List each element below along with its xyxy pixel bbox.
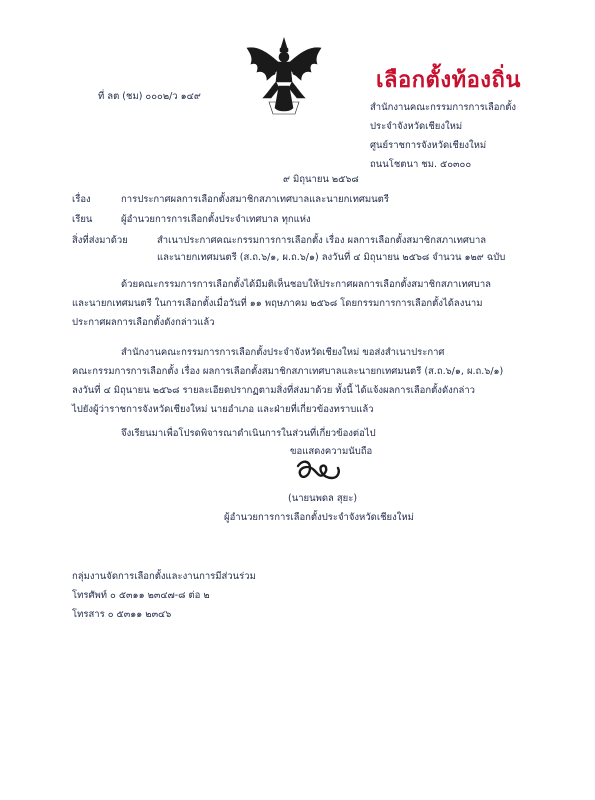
footer-phone: โทรศัพท์ ๐ ๕๓๑๑ ๒๓๔๗-๘ ต่อ ๒: [72, 590, 210, 601]
enclosure-line-2: และนายกเทศมนตรี (ส.ถ.๖/๑, ผ.ถ.๖/๑) ลงวันที่ ๔ มิถุนายน ๒๕๖๘ จำนวน ๑๒๙ ฉบับ: [157, 252, 506, 263]
letter-date: ๙ มิถุนายน ๒๕๖๘: [283, 174, 359, 185]
salutation-text: ผู้อำนวยการการเลือกตั้งประจำเทศบาล ทุกแห่ง: [121, 214, 311, 225]
election-stamp: เลือกตั้งท้องถิ่น: [376, 68, 521, 93]
signatory-name: (นายนพดล สุยะ): [288, 493, 358, 504]
body-paragraph-3: จึงเรียนมาเพื่อโปรดพิจารณาดำเนินการในส่วนที่เกี่ยวข้องต่อไป: [121, 428, 376, 439]
signatory-position: ผู้อำนวยการการเลือกตั้งประจำจังหวัดเชียงใหม่: [224, 512, 414, 523]
subject-label: เรื่อง: [72, 194, 91, 205]
reference-number: ที่ ลต (ชม) ๐๐๐๒/ว ๑๔๙: [98, 91, 201, 102]
body-paragraph-2-line-2: คณะกรรมการการเลือกตั้ง เรื่อง ผลการเลือกตั้งสมาชิกสภาเทศบาลและนายกเทศมนตรี (ส.ถ.๖/๑, ผ.ถ.๖/๑): [72, 366, 504, 377]
body-paragraph-2-line-3: ลงวันที่ ๔ มิถุนายน ๒๕๖๘ รายละเอียดปรากฏตามสิ่งที่ส่งมาด้วย ทั้งนี้ ได้แจ้งผลการเลือกตั้งดังกล่าว: [72, 385, 475, 396]
signature-icon: [292, 456, 344, 486]
body-paragraph-2-line-4: ไปยังผู้ว่าราชการจังหวัดเชียงใหม่ นายอำเภอ และฝ่ายที่เกี่ยวข้องทราบแล้ว: [72, 404, 374, 415]
subject-text: การประกาศผลการเลือกตั้งสมาชิกสภาเทศบาลและนายกเทศมนตรี: [121, 194, 389, 205]
salutation-label: เรียน: [72, 214, 93, 225]
body-paragraph-1-line-3: ประกาศผลการเลือกตั้งดังกล่าวแล้ว: [72, 317, 215, 328]
office-line-3: ศูนย์ราชการจังหวัดเชียงใหม่: [370, 140, 487, 151]
closing-regards: ขอแสดงความนับถือ: [290, 446, 373, 457]
enclosure-label: สิ่งที่ส่งมาด้วย: [72, 235, 128, 246]
body-paragraph-1-line-2: และนายกเทศมนตรี ในการเลือกตั้งเมื่อวันที่ ๑๑ พฤษภาคม ๒๕๖๘ โดยกรรมการการเลือกตั้งได้ลงนาม: [72, 298, 483, 309]
footer-fax: โทรสาร ๐ ๕๓๑๑ ๒๓๔๖: [72, 609, 172, 620]
garuda-emblem-icon: [245, 36, 323, 116]
body-paragraph-2-line-1: สำนักงานคณะกรรมการการเลือกตั้งประจำจังหวัดเชียงใหม่ ขอส่งสำเนาประกาศ: [121, 347, 445, 358]
enclosure-line-1: สำเนาประกาศคณะกรรมการการเลือกตั้ง เรื่อง ผลการเลือกตั้งสมาชิกสภาเทศบาล: [157, 235, 487, 246]
office-line-2: ประจำจังหวัดเชียงใหม่: [370, 121, 463, 132]
body-paragraph-1-line-1: ด้วยคณะกรรมการการเลือกตั้งได้มีมติเห็นชอบให้ประกาศผลการเลือกตั้งสมาชิกสภาเทศบาล: [121, 279, 491, 290]
footer-unit: กลุ่มงานจัดการเลือกตั้งและงานการมีส่วนร่วม: [72, 571, 256, 582]
office-line-4: ถนนโชตนา ชม. ๕๐๓๐๐: [370, 159, 472, 170]
office-line-1: สำนักงานคณะกรรมการการเลือกตั้ง: [370, 102, 517, 113]
